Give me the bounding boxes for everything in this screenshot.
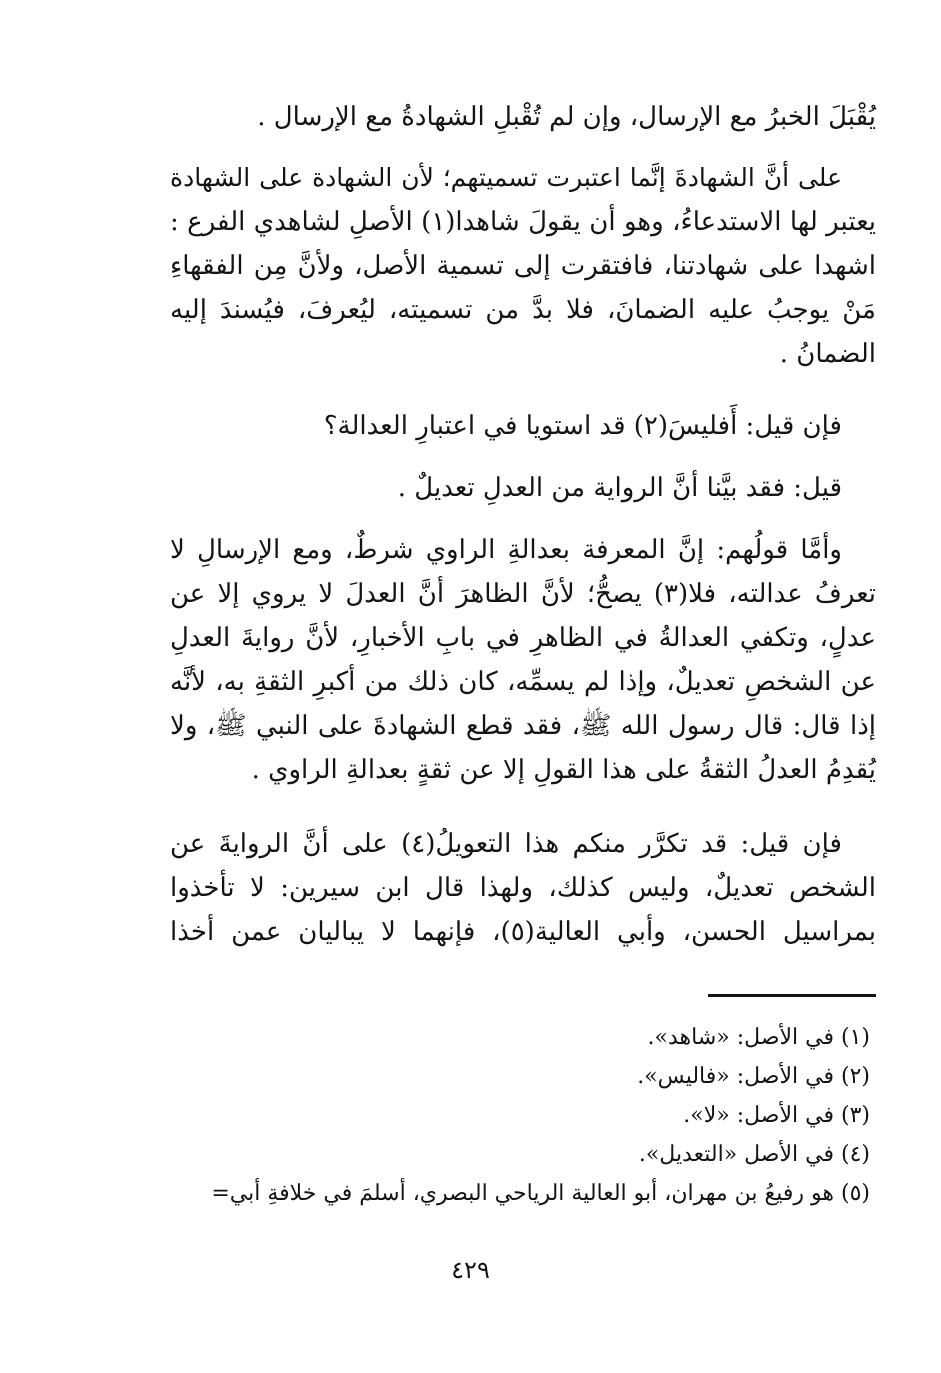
footnote-5: (٥) هو رفيعُ بن مهران، أبو العالية الرياحي البصري، أسلمَ في خلافةِ أبي= [211,1181,870,1206]
paragraph-6 [170,822,876,954]
footnote-divider [708,994,876,997]
text-line: يُقدِمُ العدلُ الثقةُ على هذا القولِ إلا عن ثقةٍ بعدالةِ الراوي . [251,755,876,785]
paragraph-5 [170,528,876,792]
text-line: فإن قيل: أَفليسَ(٢) قد استويا في اعتبارِ العدالة؟ [323,411,842,441]
text-line: الشخص تعديلٌ، وليس كذلك، ولهذا قال ابن سيرين: لا تأخذوا [170,873,876,903]
paragraph-1 [170,95,876,139]
text-line: الضمانُ . [779,339,876,369]
text-line: قيل: فقد بيَّنا أنَّ الرواية من العدلِ تعديلٌ . [397,473,842,503]
paragraph-4 [170,466,876,510]
footnote-3: (٣) في الأصل: «لا». [683,1103,870,1128]
text-line: يعتبر لها الاستدعاءُ، وهو أن يقولَ شاهدا(١) الأصلِ لشاهدي الفرع : [170,207,876,237]
text-line: مَنْ يوجبُ عليه الضمانَ، فلا بدَّ من تسميته، ليُعرفَ، فيُسندَ إليه [170,295,876,325]
text-line: وأمَّا قولُهم: إنَّ المعرفة بعدالةِ الراوي شرطٌ، ومع الإرسالِ لا [170,535,842,565]
footnote-2: (٢) في الأصل: «فاليس». [637,1064,870,1089]
text-line: بمراسيل الحسن، وأبي العالية(٥)، فإنهما لا يباليان عمن أخذا [170,917,876,947]
footnote-1: (١) في الأصل: «شاهد». [647,1025,870,1050]
text-line: عدلٍ، وتكفي العدالةُ في الظاهرِ في بابِ الأخبارِ، لأنَّ روايةَ العدلِ [170,623,876,653]
paragraph-2 [170,156,876,376]
text-line: فإن قيل: قد تكرَّر منكم هذا التعويلُ(٤) على أنَّ الروايةَ عن [170,829,842,859]
text-line: عن الشخصِ تعديلٌ، وإذا لم يسمِّه، كان ذلك من أكبرِ الثقةِ به، لأنَّه [170,667,876,697]
text-line: على أنَّ الشهادةَ إنَّما اعتبرت تسميتهم؛ لأن الشهادة على الشهادة [170,163,842,192]
text-line: تعرفُ عدالته، فلا(٣) يصحُّ؛ لأنَّ الظاهرَ أنَّ العدلَ لا يروي إلا عن [170,579,876,609]
paragraph-3 [170,404,876,448]
page-number: ٤٢٩ [451,1256,490,1284]
text-line: اشهدا على شهادتنا، فافتقرت إلى تسمية الأصل، ولأنَّ مِن الفقهاءِ [170,251,876,281]
footnote-4: (٤) في الأصل «التعديل». [638,1142,870,1167]
text-line: إذا قال: قال رسول الله ﷺ، فقد قطع الشهادةَ على النبي ﷺ، ولا [170,711,876,741]
text-line: يُقْبَلَ الخبرُ مع الإرسال، وإن لم تُقْبلِ الشهادةُ مع الإرسال . [257,102,876,132]
